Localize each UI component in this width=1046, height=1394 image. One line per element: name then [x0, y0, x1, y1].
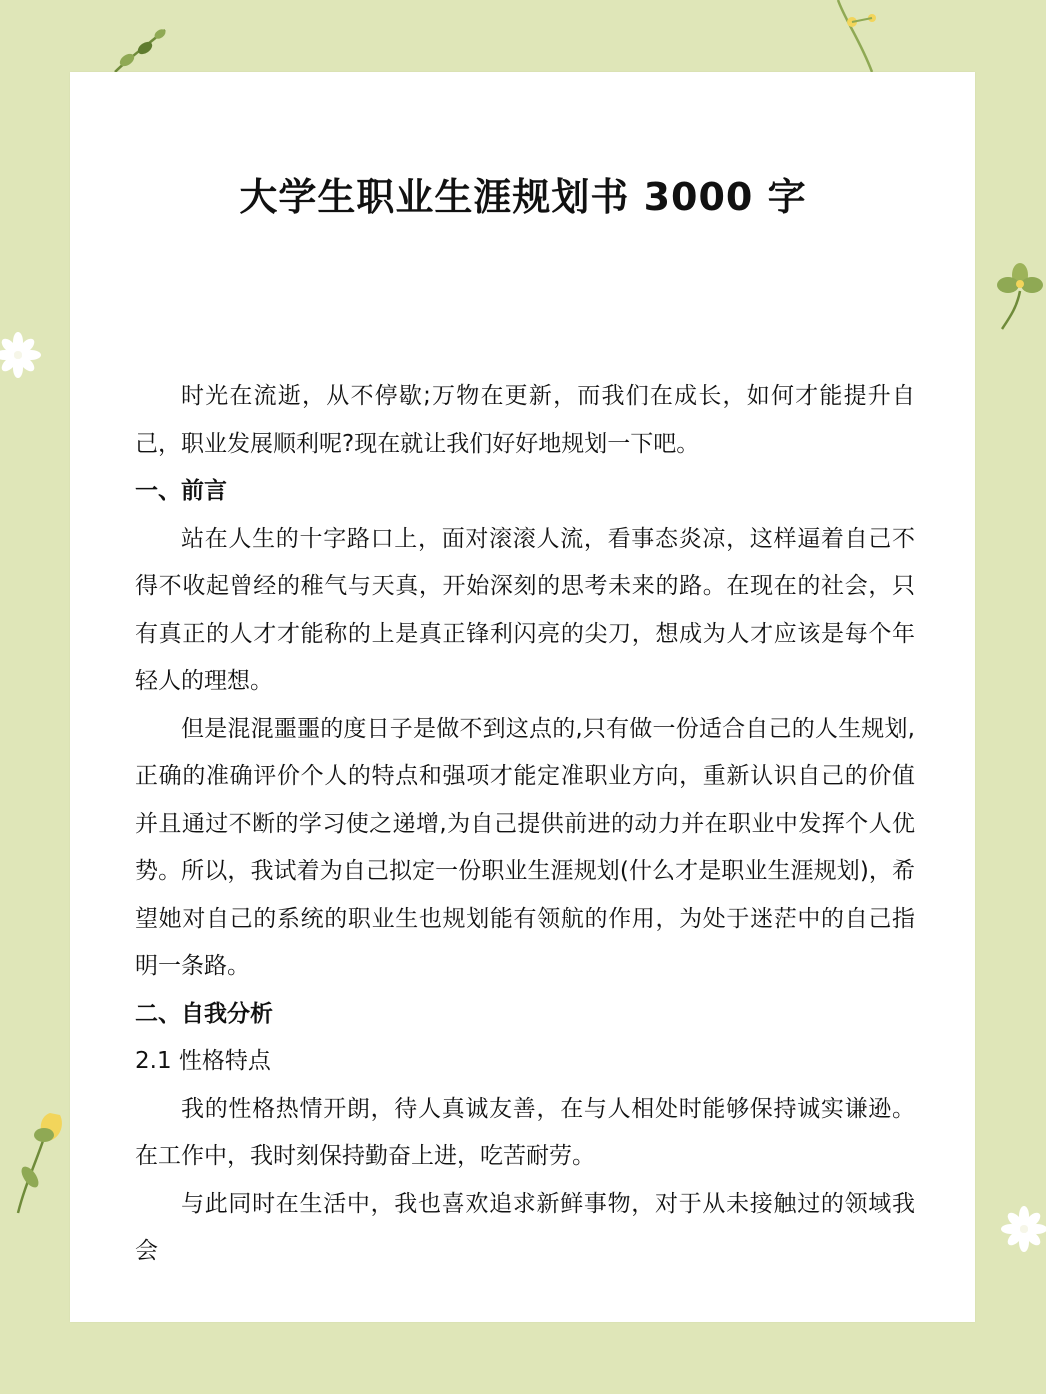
- preface-paragraph-1: 站在人生的十字路口上，面对滚滚人流，看事态炎凉，这样逼着自己不得不收起曾经的稚气与天真，开始深刻的思考未来的路。在现在的社会，只有真正的人才才能称的上是真正锋利闪亮的尖刀，想成为人才应该是每个年轻人的理想。: [135, 525, 915, 694]
- subsection-heading-personality: 2.1 性格特点: [135, 1048, 271, 1074]
- section-heading-preface: 一、前言: [135, 478, 227, 504]
- personality-paragraph-2: 与此同时在生活中，我也喜欢追求新鲜事物，对于从未接触过的领域我会: [135, 1190, 915, 1264]
- personality-paragraph-1: 我的性格热情开朗，待人真诚友善，在与人相处时能够保持诚实谦逊。在工作中，我时刻保持勤奋上进，吃苦耐劳。: [135, 1095, 915, 1169]
- leaf-sprig-icon: [105, 22, 175, 77]
- flower-vine-icon: [820, 0, 890, 72]
- document-body: [135, 373, 915, 1276]
- intro-paragraph: 时光在流逝，从不停歇;万物在更新，而我们在成长，如何才能提升自己，职业发展顺利呢?现在就让我们好好地规划一下吧。: [135, 383, 915, 457]
- white-daisy-icon: [994, 1195, 1046, 1265]
- clover-icon: [992, 255, 1046, 335]
- white-daisy-icon: [0, 325, 48, 385]
- preface-paragraph-2: 但是混混噩噩的度日子是做不到这点的,只有做一份适合自己的人生规划,正确的准确评价个人的特点和强项才能定准职业方向，重新认识自己的价值并且通过不断的学习使之递增,为自己提供前进的动力并在职业中发挥个人优势。所以，我试着为自己拟定一份职业生涯规划(什么才是职业生涯规划)，希望她对自己的系统的职业生也规划能有领航的作用，为处于迷茫中的自己指明一条路。: [135, 715, 915, 979]
- document-title: 大学生职业生涯规划书 3000 字: [239, 175, 807, 219]
- section-heading-self-analysis: 二、自我分析: [135, 1000, 273, 1027]
- yellow-bud-icon: [10, 1105, 70, 1215]
